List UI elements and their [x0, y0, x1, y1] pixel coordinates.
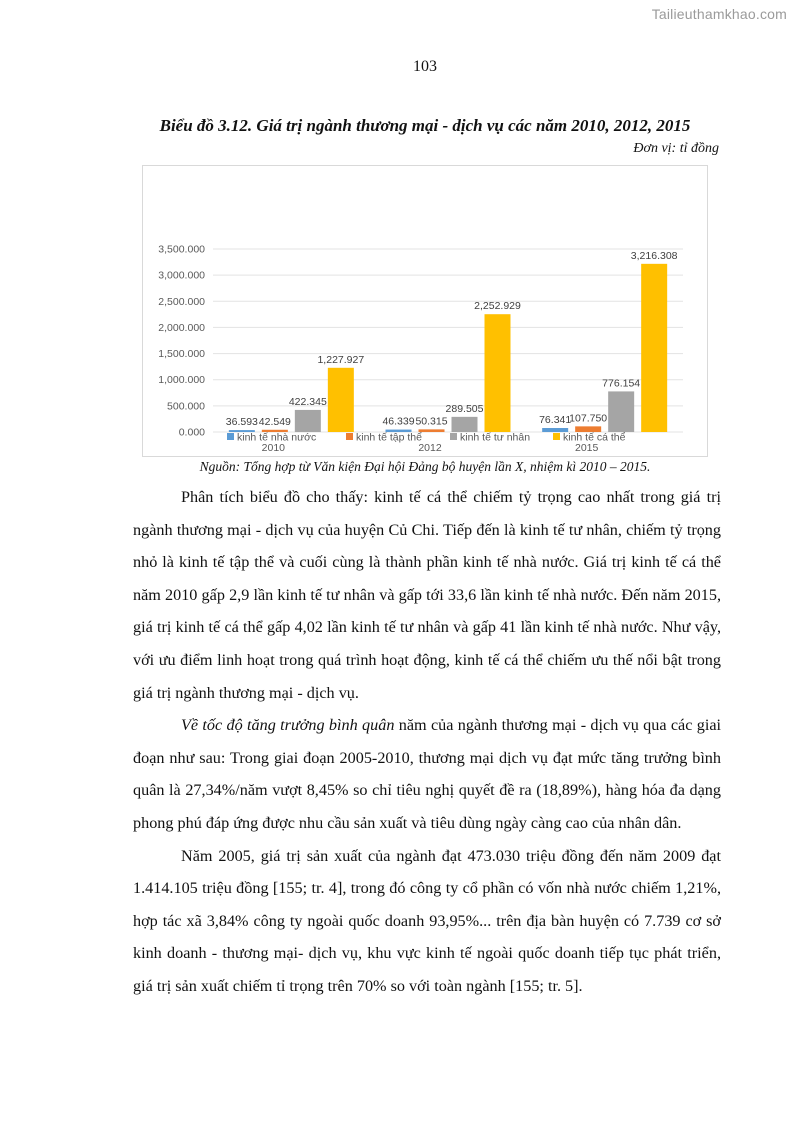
- paragraph-2-emphasis: Về tốc độ tăng trưởng bình quân: [181, 716, 395, 735]
- bar: [485, 314, 511, 432]
- figure-title: Biểu đồ 3.12. Giá trị ngành thương mại - dịch vụ các năm 2010, 2012, 2015: [159, 116, 691, 135]
- bar: [452, 417, 478, 432]
- legend-label: kinh tế tư nhân: [460, 431, 531, 444]
- legend-swatch: [346, 433, 353, 440]
- legend-swatch: [450, 433, 457, 440]
- page-number: 103: [413, 58, 437, 75]
- y-tick-label: 2,000.000: [158, 321, 205, 334]
- body-text: [133, 481, 721, 1003]
- bar: [419, 429, 445, 432]
- y-tick-label: 500.000: [167, 400, 205, 413]
- bar: [641, 264, 667, 432]
- legend-label: kinh tế cá thể: [563, 431, 626, 444]
- watermark: Tailieuthamkhao.com: [651, 6, 787, 22]
- data-label: 36.593: [225, 416, 258, 429]
- bar: [328, 368, 354, 432]
- data-label: 3,216.308: [630, 249, 678, 262]
- data-label: 107.750: [569, 412, 608, 425]
- paragraph-3: Năm 2005, giá trị sản xuất của ngành đạt 473.030 triệu đồng đến năm 2009 đạt 1.414.105 triệu đồng [155; tr. 4], trong đó công ty cổ phần có vốn nhà nước chiếm 1,21%, hợp tác xã 3,84% công ty ngoài quốc doanh 93,95%... trên địa bàn huyện có 7.739 cơ sở kinh doanh - thương mại- dịch vụ, khu vực kinh tế ngoài quốc doanh tiếp tục phát triển, giá trị sản xuất chiếm tỉ trọng trên 70% so với toàn ngành [155; tr. 5].: [133, 846, 721, 995]
- data-label: 776.154: [602, 377, 641, 390]
- bar: [608, 391, 634, 432]
- paragraph-2: [133, 709, 721, 839]
- chart-container: [142, 165, 708, 457]
- data-label: 42.549: [258, 415, 291, 428]
- x-category-label: 2015: [574, 442, 599, 454]
- data-label: 46.339: [382, 415, 415, 428]
- data-label: 76.341: [539, 414, 572, 427]
- y-tick-label: 2,500.000: [158, 295, 205, 308]
- y-tick-label: 1,500.000: [158, 348, 205, 361]
- x-category-label: 2012: [418, 442, 442, 454]
- data-label: 1,227.927: [317, 353, 365, 366]
- y-tick-label: 3,000.000: [158, 269, 205, 282]
- figure-unit: Đơn vị: tỉ đồng: [633, 141, 719, 156]
- bar-chart: [143, 166, 707, 456]
- data-label: 422.345: [288, 395, 327, 408]
- y-tick-label: 3,500.000: [158, 243, 205, 256]
- legend-swatch: [553, 433, 560, 440]
- y-tick-label: 1,000.000: [158, 374, 205, 387]
- data-label: 289.505: [445, 402, 484, 415]
- legend-swatch: [227, 433, 234, 440]
- figure-source: Nguồn: Tổng hợp từ Văn kiện Đại hội Đảng bộ huyện lần X, nhiệm kì 2010 – 2015.: [199, 459, 651, 474]
- y-tick-label: 0.000: [178, 426, 205, 439]
- paragraph-2-text: năm của ngành thương mại - dịch vụ qua các giai đoạn như sau: Trong giai đoạn 2005-2010, thương mại dịch vụ đạt mức tăng trưởng bình quân là 27,34%/năm vượt 8,45% so chỉ tiêu nghị quyết đề ra (18,89%), hàng hóa đa dạng phong phú đáp ứng được nhu cầu sản xuất và tiêu dùng ngày càng cao của nhân dân.: [133, 716, 721, 832]
- legend-label: kinh tế nhà nước: [237, 431, 317, 444]
- paragraph-1: Phân tích biểu đồ cho thấy: kinh tế cá thể chiếm tỷ trọng cao nhất trong giá trị ngành thương mại - dịch vụ của huyện Củ Chi. Tiếp đến là kinh tế tư nhân, chiếm tỷ trọng nhỏ là kinh tế tập thể và cuối cùng là thành phần kinh tế nhà nước. Giá trị kinh tế cá thể năm 2010 gấp 2,9 lần kinh tế tư nhân và gấp tới 33,6 lần kinh tế nhà nước. Đến năm 2015, giá trị kinh tế cá thể gấp 4,02 lần kinh tế tư nhân và gấp 41 lần kinh tế nhà nước. Như vậy, với ưu điểm linh hoạt trong quá trình hoạt động, kinh tế cá thể chiếm ưu thế nổi bật trong giá trị ngành thương mại - dịch vụ.: [133, 488, 721, 702]
- data-label: 50.315: [415, 415, 448, 428]
- x-category-label: 2010: [261, 442, 286, 454]
- legend-label: kinh tế tập thể: [356, 431, 422, 444]
- data-label: 2,252.929: [474, 300, 521, 313]
- bar: [295, 410, 321, 432]
